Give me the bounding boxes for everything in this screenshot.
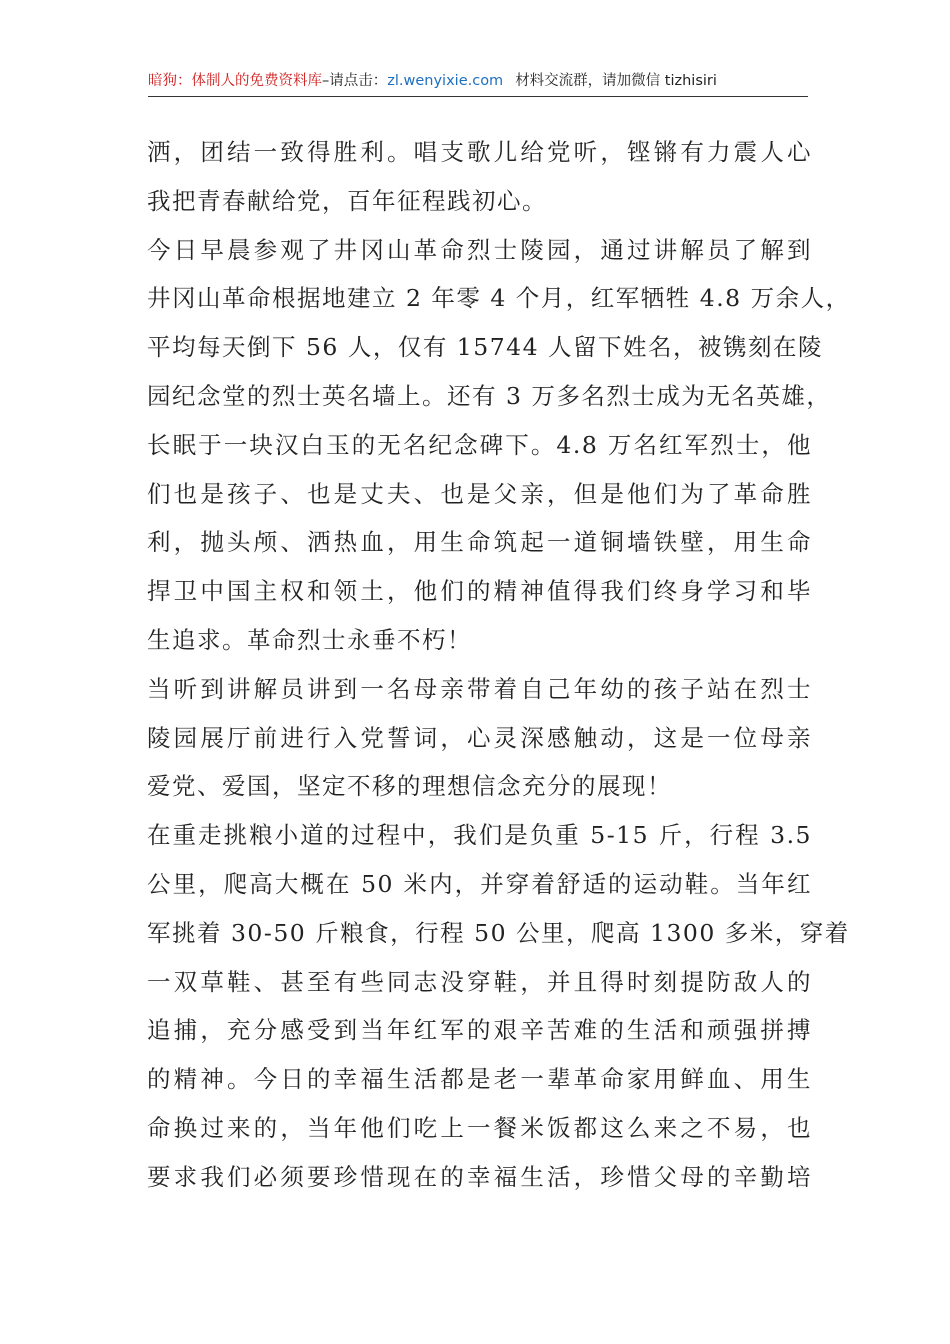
text-line: 今日早晨参观了井冈山革命烈士陵园，通过讲解员了解到 — [147, 235, 812, 264]
text-line: 陵园展厅前进行入党誓词，心灵深感触动，这是一位母亲 — [147, 723, 812, 752]
text-line: 捍卫中国主权和领土，他们的精神值得我们终身学习和毕 — [147, 577, 812, 606]
text-line: 的精神。今日的幸福生活都是老一辈革命家用鲜血、用生 — [147, 1065, 812, 1094]
document-body — [147, 128, 851, 1202]
text-line: 追捕，充分感受到当年红军的艰辛苦难的生活和顽强拼搏 — [147, 1016, 812, 1045]
text-line: 在重走挑粮小道的过程中，我们是负重 5-15 斤，行程 3.5 — [147, 821, 812, 850]
text-line: 平均每天倒下 56 人，仅有 15744 人留下姓名，被镌刻在陵 — [147, 333, 824, 362]
header-link[interactable]: zl.wenyixie.com — [387, 73, 504, 89]
text-line: 命换过来的，当年他们吃上一餐米饭都这么来之不易，也 — [147, 1113, 812, 1142]
header-prompt: –请点击： — [322, 73, 388, 89]
text-line: 井冈山革命根据地建立 2 年零 4 个月，红军牺牲 4.8 万余人， — [147, 284, 851, 313]
text-line: 我把青春献给党，百年征程践初心。 — [147, 186, 547, 215]
text-line: 一双草鞋、甚至有些同志没穿鞋，并且得时刻提防敌人的 — [147, 967, 812, 996]
text-line: 军挑着 30-50 斤粮食，行程 50 公里，爬高 1300 多米，穿着 — [147, 918, 850, 947]
text-line: 园纪念堂的烈士英名墙上。还有 3 万多名烈士成为无名英雄， — [147, 381, 832, 410]
text-line: 当听到讲解员讲到一名母亲带着自己年幼的孩子站在烈士 — [147, 674, 812, 703]
header-group-note: 材料交流群，请加微信 tizhisiri — [515, 73, 717, 89]
text-line: 们也是孩子、也是丈夫、也是父亲，但是他们为了革命胜 — [147, 479, 812, 508]
text-line: 爱党、爱国，坚定不移的理想信念充分的展现！ — [147, 772, 672, 801]
text-line: 长眠于一块汉白玉的无名纪念碑下。4.8 万名红军烈士，他 — [147, 430, 812, 459]
header-brand: 暗狗：体制人的免费资料库 — [148, 73, 322, 89]
text-line: 利，抛头颅、洒热血，用生命筑起一道铜墙铁壁，用生命 — [147, 528, 812, 557]
text-line: 生追求。革命烈士永垂不朽！ — [147, 625, 472, 654]
text-line: 洒，团结一致得胜利。唱支歌儿给党听，铿锵有力震人心 — [147, 138, 812, 166]
page-header — [148, 70, 808, 97]
text-line: 公里，爬高大概在 50 米内，并穿着舒适的运动鞋。当年红 — [147, 869, 812, 898]
text-line: 要求我们必须要珍惜现在的幸福生活，珍惜父母的辛勤培 — [147, 1162, 812, 1191]
